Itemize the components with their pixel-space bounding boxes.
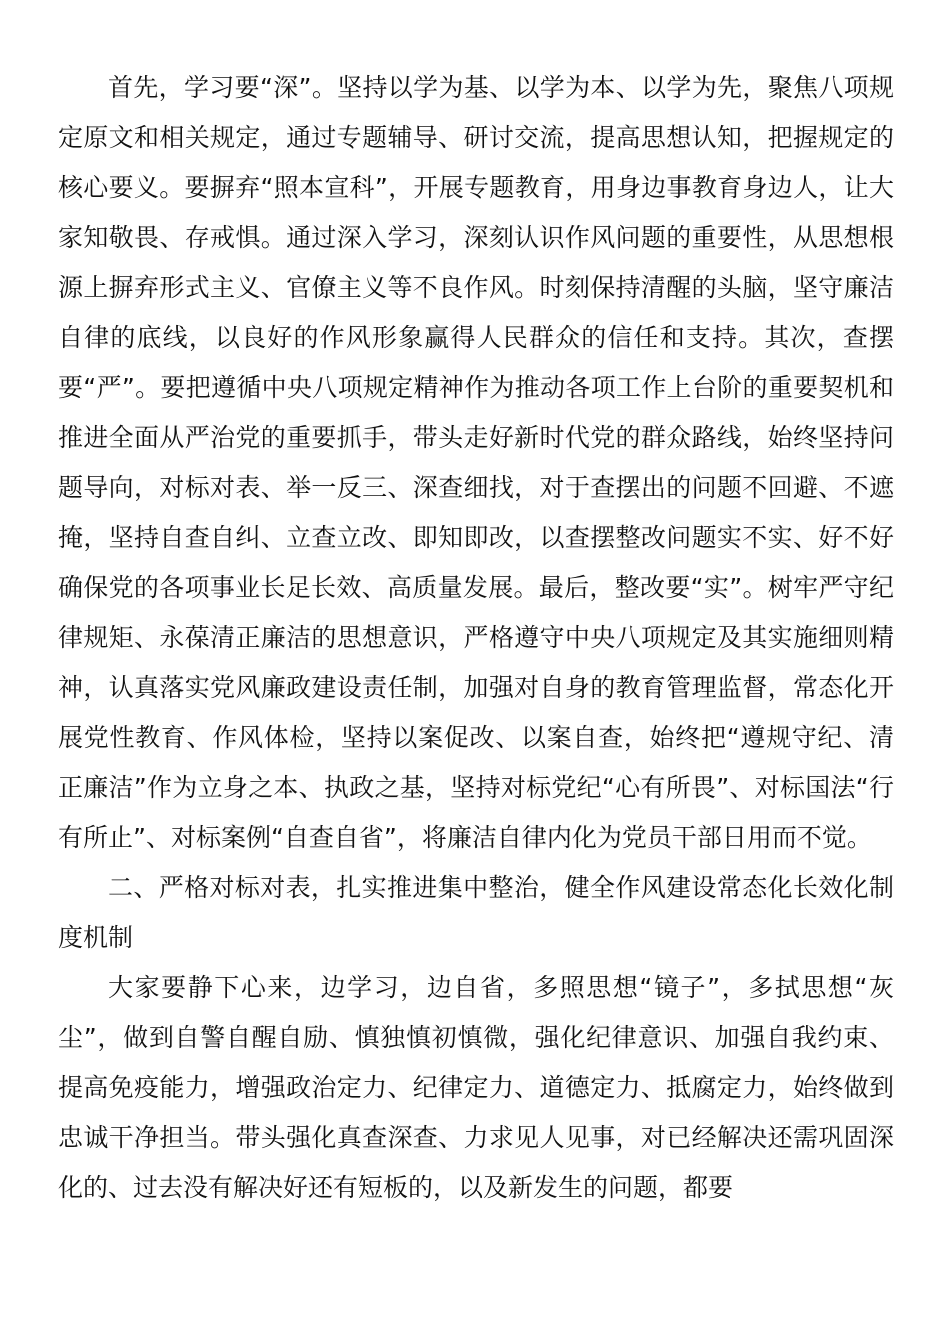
body-paragraph-1: 首先，学习要“深”。坚持以学为基、以学为本、以学为先，聚焦八项规定原文和相关规定，通过专题辅导、研讨交流，提高思想认知，把握规定的核心要义。要摒弃“照本宣科”，开展专题教育，用身边事教育身边人，让大家知敬畏、存戒惧。通过深入学习，深刻认识作风问题的重要性，从思想根源上摒弃形式主义、官僚主义等不良作风。时刻保持清醒的头脑，坚守廉洁自律的底线，以良好的作风形象赢得人民群众的信任和支持。其次，查摆要“严”。要把遵循中央八项规定精神作为推动各项工作上台阶的重要契机和推进全面从严治党的重要抓手，带头走好新时代党的群众路线，始终坚持问题导向，对标对表、举一反三、深查细找，对于查摆出的问题不回避、不遮掩，坚持自查自纠、立查立改、即知即改，以查摆整改问题实不实、好不好确保党的各项事业长足长效、高质量发展。最后，整改要“实”。树牢严守纪律规矩、永葆清正廉洁的思想意识，严格遵守中央八项规定及其实施细则精神，认真落实党风廉政建设责任制，加强对自身的教育管理监督，常态化开展党性教育、作风体检，坚持以案促改、以案自查，始终把“遵规守纪、清正廉洁”作为立身之本、执政之基，坚持对标党纪“心有所畏”、对标国法“行有所止”、对标案例“自查自省”，将廉洁自律内化为党员干部日用而不觉。	[58, 73, 894, 852]
document-page	[58, 63, 894, 1213]
body-paragraph-2: 大家要静下心来，边学习，边自省，多照思想“镜子”，多拭思想“灰尘”，做到自警自醒自励、慎独慎初慎微，强化纪律意识、加强自我约束、提高免疫能力，增强政治定力、纪律定力、道德定力、抵腐定力，始终做到忠诚干净担当。带头强化真查深查、力求见人见事，对已经解决还需巩固深化的、过去没有解决好还有短板的，以及新发生的问题，都要	[58, 973, 894, 1202]
section-heading-2: 二、严格对标对表，扎实推进集中整治，健全作风建设常态化长效化制度机制	[58, 873, 894, 952]
